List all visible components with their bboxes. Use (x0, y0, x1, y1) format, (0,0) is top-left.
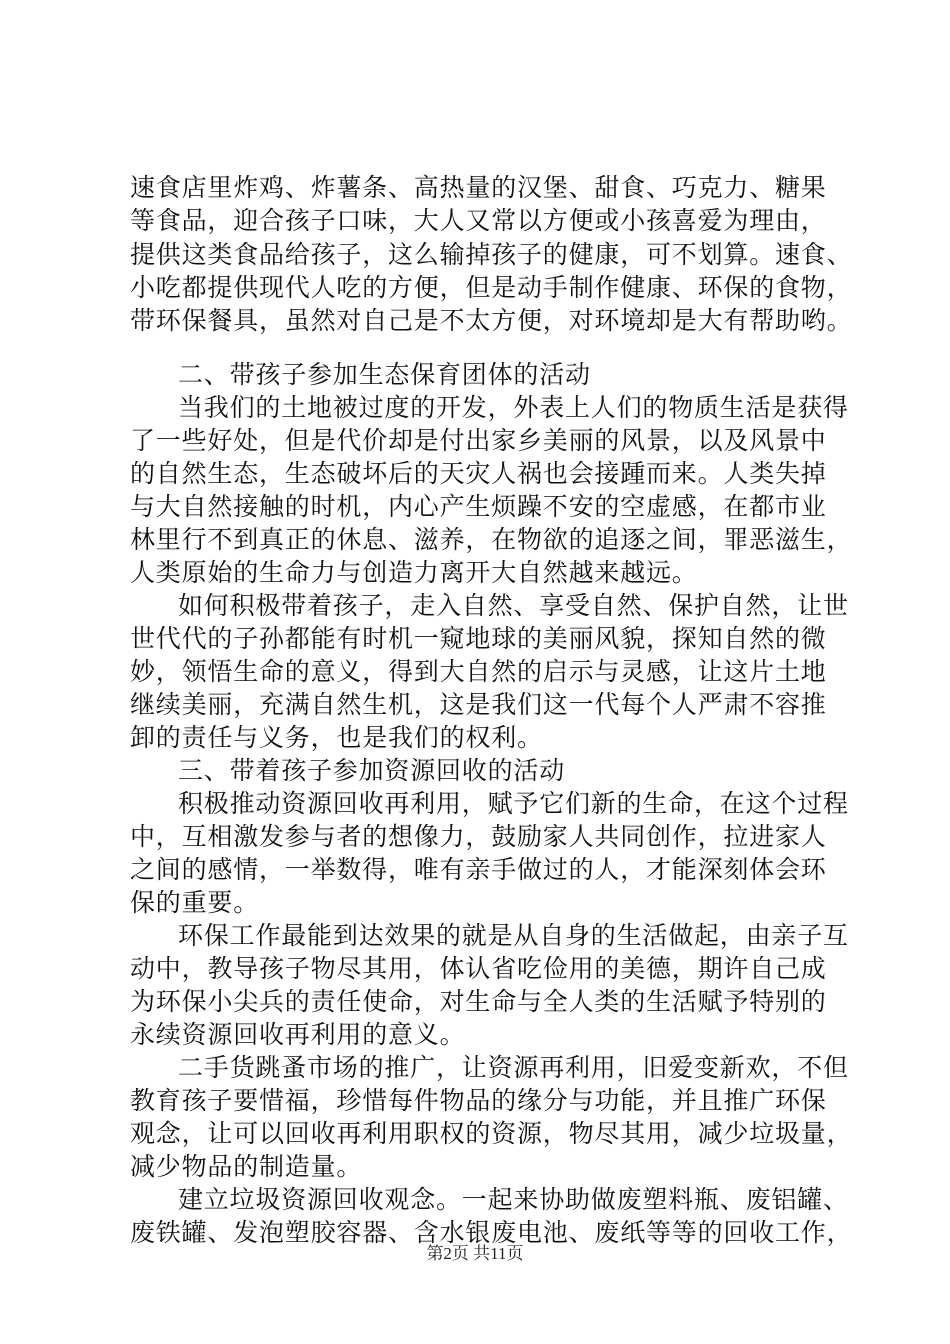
text-line: 了一些好处，但是代价却是付出家乡美丽的风景，以及风景中 (130, 426, 827, 455)
text-line: 妙，领悟生命的意义，得到大自然的启示与灵感，让这片土地 (130, 657, 827, 686)
text-line: 等食品，迎合孩子口味，大人又常以方便或小孩喜爱为理由， (130, 206, 827, 235)
text-line: 环保工作最能到达效果的就是从自身的生活做起，由亲子互 (178, 921, 849, 950)
text-line: 与大自然接触的时机，内心产生烦躁不安的空虚感，在都市业 (130, 492, 827, 521)
text-line: 世代代的子孙都能有时机一窥地球的美丽风貌，探知自然的微 (130, 624, 827, 653)
text-line: 小吃都提供现代人吃的方便，但是动手制作健康、环保的食物， (130, 273, 853, 302)
text-line: 当我们的土地被过度的开发，外表上人们的物质生活是获得 (178, 393, 849, 422)
text-line: 保的重要。 (130, 888, 260, 917)
text-line: 动中，教导孩子物尽其用，体认省吃俭用的美德，期许自己成 (130, 954, 827, 983)
page-footer: 第2页 共11页 (426, 1244, 524, 1263)
section-heading: 三、带着孩子参加资源回收的活动 (178, 756, 566, 785)
text-line: 人类原始的生命力与创造力离开大自然越来越远。 (130, 558, 698, 587)
text-line: 林里行不到真正的休息、滋养，在物欲的追逐之间，罪恶滋生， (130, 525, 853, 554)
text-line: 为环保小尖兵的责任使命，对生命与全人类的生活赋予特别的 (130, 987, 827, 1016)
text-line: 永续资源回收再利用的意义。 (130, 1020, 466, 1049)
section-heading: 二、带孩子参加生态保育团体的活动 (178, 360, 591, 389)
text-line: 卸的责任与义务，也是我们的权利。 (130, 723, 543, 752)
text-line: 如何积极带着孩子，走入自然、享受自然、保护自然，让世 (178, 591, 849, 620)
text-line: 二手货跳蚤市场的推广，让资源再利用，旧爱变新欢，不但 (178, 1053, 849, 1082)
text-line: 废铁罐、发泡塑胶容器、含水银废电池、废纸等等的回收工作， (130, 1218, 853, 1247)
text-line: 中，互相激发参与者的想像力，鼓励家人共同创作，拉进家人 (130, 822, 827, 851)
text-line: 带环保餐具，虽然对自己是不太方便，对环境却是大有帮助哟。 (130, 306, 853, 335)
text-line: 观念，让可以回收再利用职权的资源，物尽其用，减少垃圾量， (130, 1119, 853, 1148)
text-line: 减少物品的制造量。 (130, 1152, 363, 1181)
text-line: 提供这类食品给孩子，这么输掉孩子的健康，可不划算。速食、 (130, 240, 853, 269)
text-line: 教育孩子要惜福，珍惜每件物品的缘分与功能，并且推广环保 (130, 1086, 827, 1115)
text-line: 建立垃圾资源回收观念。一起来协助做废塑料瓶、废铝罐、 (178, 1185, 849, 1214)
text-line: 继续美丽，充满自然生机，这是我们这一代每个人严肃不容推 (130, 690, 827, 719)
text-line: 积极推动资源回收再利用，赋予它们新的生命，在这个过程 (178, 789, 849, 818)
text-line: 的自然生态，生态破坏后的天灾人祸也会接踵而来。人类失掉 (130, 459, 827, 488)
text-line: 之间的感情，一举数得，唯有亲手做过的人，才能深刻体会环 (130, 855, 827, 884)
text-line: 速食店里炸鸡、炸薯条、高热量的汉堡、甜食、巧克力、糖果 (130, 173, 827, 202)
